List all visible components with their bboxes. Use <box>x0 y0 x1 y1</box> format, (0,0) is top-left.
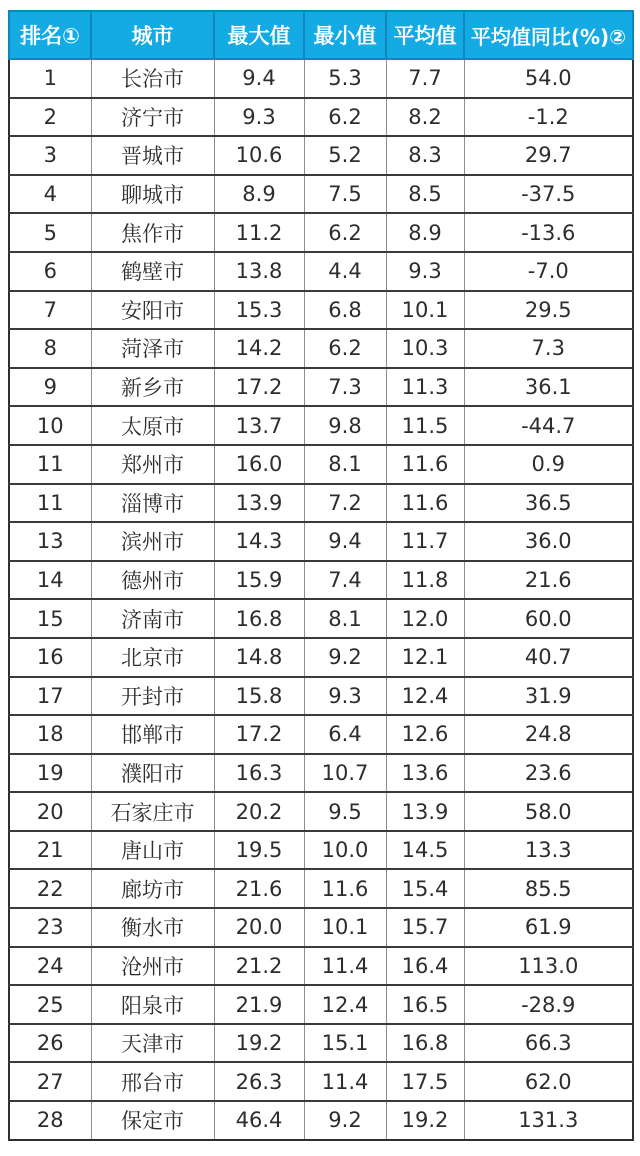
cell-min-value: 11.6 <box>304 869 386 908</box>
cell-max-value: 15.3 <box>214 291 304 330</box>
cell-city: 济宁市 <box>91 98 214 137</box>
cell-rank: 5 <box>9 213 91 252</box>
cell-rank: 14 <box>9 561 91 600</box>
cell-rank: 1 <box>9 59 91 98</box>
table-row <box>9 1101 633 1140</box>
table-row <box>9 329 633 368</box>
cell-city: 淄博市 <box>91 484 214 523</box>
cell-rank: 6 <box>9 252 91 291</box>
cell-average-yoy-percent: 58.0 <box>464 792 633 831</box>
cell-rank: 16 <box>9 638 91 677</box>
table-row <box>9 522 633 561</box>
cell-average-value: 14.5 <box>386 831 464 870</box>
cell-max-value: 21.9 <box>214 985 304 1024</box>
cell-city: 新乡市 <box>91 368 214 407</box>
cell-city: 邯郸市 <box>91 715 214 754</box>
cell-city: 廊坊市 <box>91 869 214 908</box>
cell-average-yoy-percent: 36.0 <box>464 522 633 561</box>
cell-average-yoy-percent: 61.9 <box>464 908 633 947</box>
cell-min-value: 6.2 <box>304 213 386 252</box>
cell-city: 安阳市 <box>91 291 214 330</box>
table-row <box>9 638 633 677</box>
cell-average-value: 12.6 <box>386 715 464 754</box>
table-row <box>9 599 633 638</box>
table-row <box>9 98 633 137</box>
table-row <box>9 406 633 445</box>
cell-rank: 19 <box>9 754 91 793</box>
table-row <box>9 831 633 870</box>
cell-min-value: 9.2 <box>304 638 386 677</box>
cell-city: 北京市 <box>91 638 214 677</box>
cell-min-value: 6.4 <box>304 715 386 754</box>
cell-rank: 21 <box>9 831 91 870</box>
cell-max-value: 15.9 <box>214 561 304 600</box>
cell-average-yoy-percent: 85.5 <box>464 869 633 908</box>
cell-max-value: 9.3 <box>214 98 304 137</box>
cell-average-value: 10.1 <box>386 291 464 330</box>
cell-rank: 27 <box>9 1062 91 1101</box>
cell-city: 郑州市 <box>91 445 214 484</box>
cell-average-yoy-percent: 40.7 <box>464 638 633 677</box>
cell-city: 长治市 <box>91 59 214 98</box>
cell-average-value: 11.3 <box>386 368 464 407</box>
cell-average-value: 16.5 <box>386 985 464 1024</box>
cell-rank: 17 <box>9 677 91 716</box>
cell-average-value: 19.2 <box>386 1101 464 1140</box>
cell-min-value: 10.7 <box>304 754 386 793</box>
cell-average-yoy-percent: 36.5 <box>464 484 633 523</box>
cell-average-yoy-percent: 23.6 <box>464 754 633 793</box>
cell-average-yoy-percent: -37.5 <box>464 175 633 214</box>
cell-max-value: 16.8 <box>214 599 304 638</box>
table-row <box>9 175 633 214</box>
cell-city: 焦作市 <box>91 213 214 252</box>
cell-average-value: 11.5 <box>386 406 464 445</box>
cell-average-value: 17.5 <box>386 1062 464 1101</box>
cell-city: 济南市 <box>91 599 214 638</box>
cell-average-value: 11.6 <box>386 445 464 484</box>
cell-rank: 2 <box>9 98 91 137</box>
cell-max-value: 13.7 <box>214 406 304 445</box>
cell-rank: 15 <box>9 599 91 638</box>
cell-average-yoy-percent: -28.9 <box>464 985 633 1024</box>
cell-city: 开封市 <box>91 677 214 716</box>
cell-average-value: 8.2 <box>386 98 464 137</box>
cell-max-value: 8.9 <box>214 175 304 214</box>
cell-average-yoy-percent: 131.3 <box>464 1101 633 1140</box>
cell-min-value: 9.4 <box>304 522 386 561</box>
cell-average-yoy-percent: 29.5 <box>464 291 633 330</box>
cell-city: 菏泽市 <box>91 329 214 368</box>
cell-average-value: 15.7 <box>386 908 464 947</box>
cell-rank: 13 <box>9 522 91 561</box>
cell-rank: 28 <box>9 1101 91 1140</box>
table-body <box>9 59 633 1140</box>
cell-average-yoy-percent: 24.8 <box>464 715 633 754</box>
cell-average-yoy-percent: -1.2 <box>464 98 633 137</box>
cell-average-value: 13.9 <box>386 792 464 831</box>
cell-max-value: 14.3 <box>214 522 304 561</box>
table-row <box>9 445 633 484</box>
cell-min-value: 11.4 <box>304 1062 386 1101</box>
cell-max-value: 20.0 <box>214 908 304 947</box>
cell-max-value: 15.8 <box>214 677 304 716</box>
cell-max-value: 19.2 <box>214 1024 304 1063</box>
table-row <box>9 1062 633 1101</box>
cell-average-value: 10.3 <box>386 329 464 368</box>
cell-min-value: 5.3 <box>304 59 386 98</box>
table-row <box>9 792 633 831</box>
cell-city: 石家庄市 <box>91 792 214 831</box>
cell-max-value: 46.4 <box>214 1101 304 1140</box>
cell-rank: 7 <box>9 291 91 330</box>
city-stats-table <box>8 10 634 1141</box>
cell-average-value: 8.9 <box>386 213 464 252</box>
cell-max-value: 17.2 <box>214 715 304 754</box>
header-row <box>9 11 633 59</box>
cell-rank: 18 <box>9 715 91 754</box>
cell-rank: 20 <box>9 792 91 831</box>
cell-city: 沧州市 <box>91 947 214 986</box>
cell-average-yoy-percent: -7.0 <box>464 252 633 291</box>
city-stats-table-container <box>8 10 632 1141</box>
cell-max-value: 21.6 <box>214 869 304 908</box>
cell-average-yoy-percent: 62.0 <box>464 1062 633 1101</box>
cell-min-value: 9.8 <box>304 406 386 445</box>
cell-max-value: 20.2 <box>214 792 304 831</box>
cell-rank: 3 <box>9 136 91 175</box>
cell-min-value: 11.4 <box>304 947 386 986</box>
cell-city: 聊城市 <box>91 175 214 214</box>
table-row <box>9 252 633 291</box>
cell-average-yoy-percent: -44.7 <box>464 406 633 445</box>
cell-rank: 9 <box>9 368 91 407</box>
cell-max-value: 16.0 <box>214 445 304 484</box>
cell-max-value: 11.2 <box>214 213 304 252</box>
cell-min-value: 8.1 <box>304 599 386 638</box>
cell-average-yoy-percent: 60.0 <box>464 599 633 638</box>
cell-average-value: 12.1 <box>386 638 464 677</box>
header-cell-city: 城市 <box>91 11 214 59</box>
table-row <box>9 985 633 1024</box>
cell-max-value: 13.9 <box>214 484 304 523</box>
table-row <box>9 715 633 754</box>
cell-max-value: 17.2 <box>214 368 304 407</box>
cell-city: 天津市 <box>91 1024 214 1063</box>
cell-max-value: 19.5 <box>214 831 304 870</box>
cell-average-value: 12.0 <box>386 599 464 638</box>
cell-average-value: 8.3 <box>386 136 464 175</box>
cell-average-value: 12.4 <box>386 677 464 716</box>
cell-max-value: 16.3 <box>214 754 304 793</box>
cell-average-value: 8.5 <box>386 175 464 214</box>
cell-min-value: 9.2 <box>304 1101 386 1140</box>
cell-min-value: 9.3 <box>304 677 386 716</box>
table-row <box>9 59 633 98</box>
cell-max-value: 13.8 <box>214 252 304 291</box>
cell-min-value: 10.0 <box>304 831 386 870</box>
cell-average-yoy-percent: 21.6 <box>464 561 633 600</box>
table-row <box>9 869 633 908</box>
table-row <box>9 213 633 252</box>
table-row <box>9 561 633 600</box>
cell-average-yoy-percent: 113.0 <box>464 947 633 986</box>
cell-max-value: 9.4 <box>214 59 304 98</box>
table-row <box>9 291 633 330</box>
cell-min-value: 8.1 <box>304 445 386 484</box>
cell-average-value: 16.4 <box>386 947 464 986</box>
table-header <box>9 11 633 59</box>
cell-rank: 23 <box>9 908 91 947</box>
cell-min-value: 6.2 <box>304 329 386 368</box>
cell-city: 太原市 <box>91 406 214 445</box>
cell-max-value: 26.3 <box>214 1062 304 1101</box>
cell-city: 鹤壁市 <box>91 252 214 291</box>
cell-city: 保定市 <box>91 1101 214 1140</box>
cell-average-value: 9.3 <box>386 252 464 291</box>
cell-rank: 24 <box>9 947 91 986</box>
cell-city: 濮阳市 <box>91 754 214 793</box>
cell-max-value: 14.2 <box>214 329 304 368</box>
cell-city: 邢台市 <box>91 1062 214 1101</box>
cell-city: 唐山市 <box>91 831 214 870</box>
cell-average-yoy-percent: 66.3 <box>464 1024 633 1063</box>
table-row <box>9 484 633 523</box>
cell-city: 阳泉市 <box>91 985 214 1024</box>
cell-average-value: 16.8 <box>386 1024 464 1063</box>
cell-rank: 22 <box>9 869 91 908</box>
table-row <box>9 368 633 407</box>
cell-average-value: 15.4 <box>386 869 464 908</box>
cell-average-yoy-percent: 7.3 <box>464 329 633 368</box>
cell-average-yoy-percent: 29.7 <box>464 136 633 175</box>
cell-rank: 25 <box>9 985 91 1024</box>
header-cell-max-value: 最大值 <box>214 11 304 59</box>
cell-min-value: 7.4 <box>304 561 386 600</box>
cell-min-value: 7.3 <box>304 368 386 407</box>
table-row <box>9 754 633 793</box>
cell-rank: 4 <box>9 175 91 214</box>
cell-average-value: 7.7 <box>386 59 464 98</box>
cell-average-yoy-percent: 0.9 <box>464 445 633 484</box>
cell-average-value: 13.6 <box>386 754 464 793</box>
cell-min-value: 6.8 <box>304 291 386 330</box>
cell-min-value: 5.2 <box>304 136 386 175</box>
cell-rank: 10 <box>9 406 91 445</box>
cell-average-value: 11.8 <box>386 561 464 600</box>
cell-min-value: 7.2 <box>304 484 386 523</box>
cell-average-yoy-percent: -13.6 <box>464 213 633 252</box>
cell-min-value: 9.5 <box>304 792 386 831</box>
cell-city: 滨州市 <box>91 522 214 561</box>
cell-min-value: 6.2 <box>304 98 386 137</box>
header-cell-average-value: 平均值 <box>386 11 464 59</box>
cell-rank: 26 <box>9 1024 91 1063</box>
cell-average-value: 11.7 <box>386 522 464 561</box>
cell-min-value: 7.5 <box>304 175 386 214</box>
cell-average-yoy-percent: 13.3 <box>464 831 633 870</box>
cell-min-value: 15.1 <box>304 1024 386 1063</box>
cell-min-value: 12.4 <box>304 985 386 1024</box>
cell-average-yoy-percent: 54.0 <box>464 59 633 98</box>
header-cell-min-value: 最小值 <box>304 11 386 59</box>
cell-rank: 11 <box>9 445 91 484</box>
cell-min-value: 4.4 <box>304 252 386 291</box>
cell-rank: 8 <box>9 329 91 368</box>
table-row <box>9 908 633 947</box>
cell-min-value: 10.1 <box>304 908 386 947</box>
cell-average-yoy-percent: 31.9 <box>464 677 633 716</box>
cell-city: 德州市 <box>91 561 214 600</box>
cell-rank: 11 <box>9 484 91 523</box>
table-row <box>9 947 633 986</box>
header-cell-average-yoy-percent: 平均值同比(%)② <box>464 11 633 59</box>
cell-max-value: 21.2 <box>214 947 304 986</box>
table-row <box>9 136 633 175</box>
cell-average-yoy-percent: 36.1 <box>464 368 633 407</box>
header-cell-rank: 排名① <box>9 11 91 59</box>
cell-city: 晋城市 <box>91 136 214 175</box>
cell-city: 衡水市 <box>91 908 214 947</box>
table-row <box>9 1024 633 1063</box>
table-row <box>9 677 633 716</box>
cell-average-value: 11.6 <box>386 484 464 523</box>
cell-max-value: 10.6 <box>214 136 304 175</box>
cell-max-value: 14.8 <box>214 638 304 677</box>
